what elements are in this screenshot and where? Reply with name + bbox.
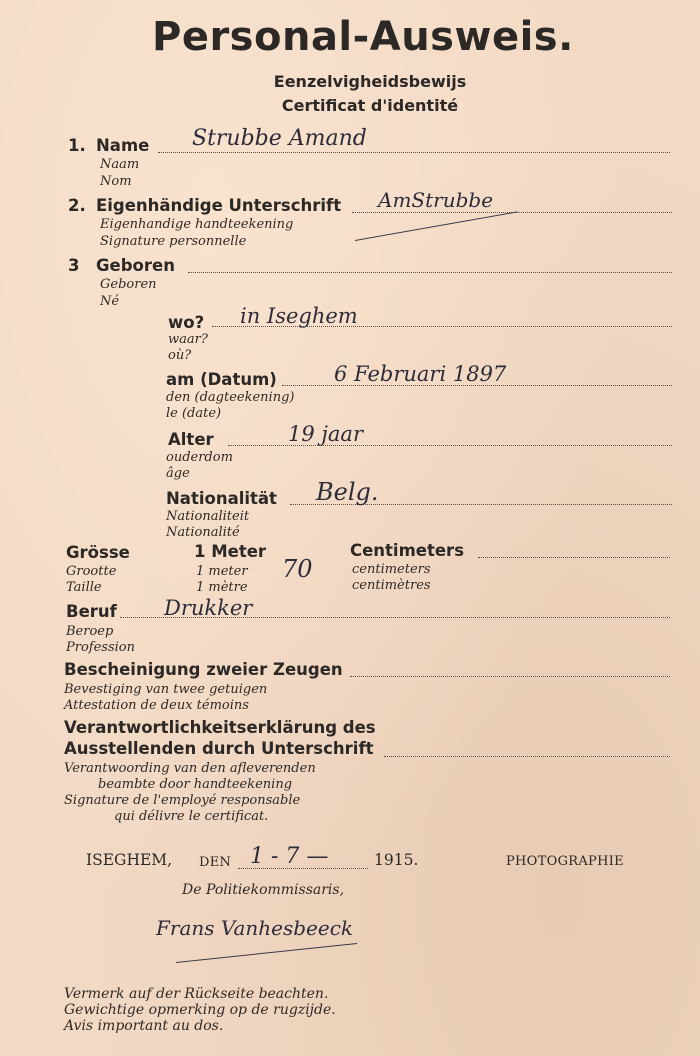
- signature-label-fr: Signature personnelle: [100, 234, 247, 249]
- responsibility-nl-1: Verantwoording van den afleverenden: [64, 761, 316, 776]
- age-label-nl: ouderdom: [166, 450, 233, 465]
- photo-label: PHOTOGRAPHIE: [506, 854, 624, 869]
- subtitle-french: Certificat d'identité: [281, 96, 459, 115]
- name-value: Strubbe Amand: [192, 126, 367, 151]
- nationality-label-fr: Nationalité: [166, 525, 240, 540]
- official-signature: Frans Vanhesbeeck: [156, 916, 354, 940]
- born-label: Geboren: [96, 256, 175, 275]
- issue-place: ISEGHEM,: [86, 851, 173, 869]
- name-label-fr: Nom: [100, 174, 132, 189]
- footer-de: Vermerk auf der Rückseite beachten.: [64, 986, 329, 1002]
- born-line: [188, 272, 672, 273]
- born-label-fr: Né: [100, 294, 120, 309]
- profession-value: Drukker: [164, 596, 253, 620]
- born-label-nl: Geboren: [100, 277, 157, 292]
- height-cm-nl: centimeters: [352, 562, 431, 577]
- subtitle-dutch: Eenzelvigheidsbewijs: [273, 72, 467, 91]
- signature-label: Eigenhändige Unterschrift: [96, 196, 342, 215]
- where-label: wo?: [168, 313, 205, 332]
- issue-den: DEN: [199, 855, 232, 870]
- responsibility-fr-1: Signature de l'employé responsable: [64, 793, 301, 808]
- date-value: 6 Februari 1897: [334, 362, 507, 386]
- age-label: Alter: [168, 430, 214, 449]
- date-label-fr: le (date): [166, 406, 222, 421]
- name-label-nl: Naam: [100, 157, 140, 172]
- witnesses-label-fr: Attestation de deux témoins: [64, 698, 249, 713]
- responsibility-fr-2: qui délivre le certificat.: [114, 809, 269, 824]
- born-number: 3: [68, 256, 80, 275]
- footer-fr: Avis important au dos.: [64, 1018, 224, 1034]
- witnesses-label: Bescheinigung zweier Zeugen: [64, 660, 343, 679]
- signature-label-nl: Eigenhandige handteekening: [100, 217, 294, 232]
- name-label: Name: [96, 136, 150, 155]
- profession-label: Beruf: [66, 602, 117, 621]
- nationality-label: Nationalität: [166, 489, 277, 508]
- nationality-label-nl: Nationaliteit: [166, 509, 250, 524]
- responsibility-nl-2: beambte door handteekening: [98, 777, 293, 792]
- height-meter-nl: 1 meter: [196, 564, 248, 579]
- height-line: [478, 557, 670, 558]
- height-label: Grösse: [66, 543, 130, 562]
- footer-nl: Gewichtige opmerking op de rugzijde.: [64, 1002, 336, 1018]
- witnesses-line: [350, 676, 670, 677]
- name-line: [158, 152, 670, 153]
- height-meter-fr: 1 mètre: [196, 580, 248, 595]
- responsibility-label-1: Verantwortlichkeitserklärung des: [64, 718, 376, 737]
- height-label-nl: Grootte: [66, 564, 117, 579]
- issue-date-value: 1 - 7 —: [250, 844, 329, 869]
- height-meter-de: 1 Meter: [194, 542, 267, 561]
- height-label-fr: Taille: [66, 580, 102, 595]
- age-label-fr: âge: [166, 466, 190, 481]
- profession-label-nl: Beroep: [66, 624, 114, 639]
- official-signature-flourish: [176, 943, 357, 963]
- signature-number: 2.: [68, 196, 86, 215]
- profession-label-fr: Profession: [66, 640, 135, 655]
- height-value: 70: [282, 555, 313, 583]
- where-label-nl: waar?: [168, 332, 208, 347]
- witnesses-label-nl: Bevestiging van twee getuigen: [64, 682, 268, 697]
- date-label-nl: den (dagteekening): [166, 390, 295, 405]
- responsibility-label-2: Ausstellenden durch Unterschrift: [64, 739, 374, 758]
- issue-year: 1915.: [374, 851, 419, 869]
- name-number: 1.: [68, 136, 86, 155]
- where-value: in Iseghem: [240, 304, 358, 328]
- signature-value: AmStrubbe: [378, 188, 494, 212]
- responsibility-line: [384, 756, 670, 757]
- nationality-value: Belg.: [316, 478, 379, 506]
- where-label-fr: où?: [168, 348, 192, 363]
- age-value: 19 jaar: [288, 422, 363, 446]
- date-label: am (Datum): [166, 370, 277, 389]
- signature-flourish: [355, 211, 518, 241]
- document-title: Personal-Ausweis.: [152, 14, 574, 60]
- official-title: De Politiekommissaris,: [182, 882, 345, 898]
- height-cm-de: Centimeters: [350, 541, 465, 560]
- height-cm-fr: centimètres: [352, 578, 431, 593]
